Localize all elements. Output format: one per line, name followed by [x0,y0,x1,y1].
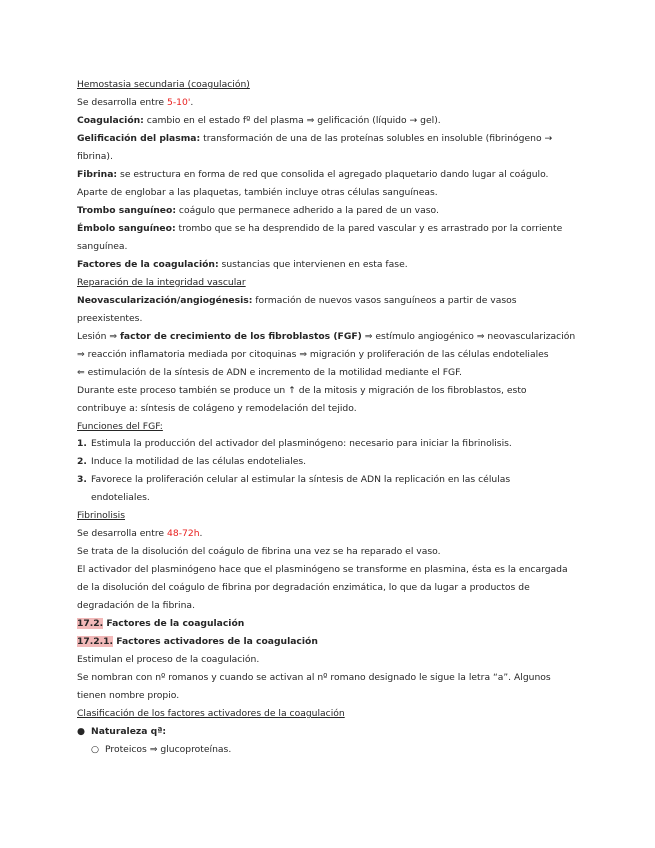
bullet-item [77,726,166,738]
term-gelificacion: Gelificación del plasma: [77,133,201,144]
term-fibrina: Fibrina: [77,169,118,180]
section-heading-clasificacion: Clasificación de los factores activadores de la coagulación [77,708,345,719]
paragraph-fibrinolisis-def: Se trata de la disolución del coágulo de fibrina una vez se ha reparado el vaso. [77,546,441,557]
section-heading-fibrinolisis: Fibrinolisis [77,510,126,521]
term-neovascularizacion: Neovascularización/angiogénesis: [77,295,253,306]
list-text: Estimula la producción del activador del plasminógeno: necesario para iniciar la fibrinolisis. [91,438,512,449]
heading-17-2-1 [77,636,318,648]
fibrinolisis-prefix: Se desarrolla entre [77,528,167,539]
paragraph-embolo-cont: sanguínea. [77,241,128,252]
paragraph-fibrina-cont: Aparte de englobar a las plaquetas, también incluye otras células sanguíneas. [77,187,438,198]
def-coagulacion: cambio en el estado fº del plasma ⇒ gelificación (líquido → gel). [143,115,441,126]
def-gelificacion: transformación de una de las proteínas solubles en insoluble (fibrinógeno → [200,133,553,144]
paragraph-gelificacion-cont: fibrina). [77,151,113,162]
bullet-label: Naturaleza qª: [91,726,167,737]
bullet-dot-icon: ● [77,726,86,737]
paragraph-neovascularizacion-cont: preexistentes. [77,313,143,324]
sub-bullet-text: Proteicos ⇒ glucoproteínas. [105,744,232,755]
section-heading-funciones-fgf: Funciones del FGF: [77,421,163,432]
paragraph-gelificacion [77,133,552,145]
paragraph-neovascularizacion [77,295,517,307]
list-number: 2. [77,456,87,467]
sub-bullet-item [91,744,231,756]
duration-prefix: Se desarrolla entre [77,97,167,108]
list-number: 1. [77,438,87,449]
def-factores: sustancias que intervienen en esta fase. [218,259,408,270]
list-item [77,474,510,486]
section-heading-hemostasia: Hemostasia secundaria (coagulación) [77,79,250,90]
heading-17-2 [77,618,244,630]
def-fibrina: se estructura en forma de red que consolida el agregado plaquetario dando lugar al coágulo. [117,169,549,180]
duration-value: 5-10' [167,97,191,108]
list-item [77,438,512,450]
paragraph-nombran: Se nombran con nº romanos y cuando se activan al nº romano designado le sigue la letra “a”. Algunos [77,672,551,683]
paragraph-lesion-line3: ⇐ estimulación de la síntesis de ADN e incremento de la motilidad mediante el FGF. [77,367,462,378]
paragraph-coagulacion [77,115,441,127]
lesion-fgf: factor de crecimiento de los fibroblastos (FGF) [119,331,362,342]
def-trombo: coágulo que permanece adherido a la pared de un vaso. [176,205,439,216]
paragraph-fibrinolisis-duration [77,528,202,540]
paragraph-durante: Durante este proceso también se produce un ↑ de la mitosis y migración de los fibroblastos, esto [77,385,527,396]
paragraph-durante-cont: contribuye a: síntesis de colágeno y remodelación del tejido. [77,403,357,414]
duration-suffix: . [190,97,194,108]
def-embolo: trombo que se ha desprendido de la pared vascular y es arrastrado por la corriente [175,223,563,234]
paragraph-fibrina [77,169,548,181]
paragraph-embolo [77,223,562,235]
heading-number: 17.2. [77,618,104,629]
paragraph-estimulan: Estimulan el proceso de la coagulación. [77,654,260,665]
bullet-circle-icon: ○ [91,744,100,755]
lesion-suffix: ⇒ estímulo angiogénico ⇒ neovascularización [361,331,576,342]
paragraph-lesion [77,331,575,343]
subheading-number: 17.2.1. [77,636,114,647]
list-number: 3. [77,474,87,485]
subheading-title: Factores activadores de la coagulación [113,636,318,647]
paragraph-lesion-line2: ⇒ reacción inflamatoria mediada por citoquinas ⇒ migración y proliferación de las células endoteliales [77,349,549,360]
section-heading-reparacion: Reparación de la integridad vascular [77,277,246,288]
paragraph-factores [77,259,408,271]
paragraph-trombo [77,205,439,217]
list-item [77,456,306,468]
list-item-cont: endoteliales. [91,492,150,503]
list-text: Induce la motilidad de las células endoteliales. [91,456,307,467]
paragraph-nombran-cont: tienen nombre propio. [77,690,180,701]
term-factores: Factores de la coagulación: [77,259,219,270]
list-text: Favorece la proliferación celular al estimular la síntesis de ADN la replicación en las células [91,474,511,485]
fibrinolisis-value: 48-72h [167,528,200,539]
paragraph-activador-cont2: degradación de la fibrina. [77,600,195,611]
heading-title: Factores de la coagulación [103,618,245,629]
paragraph-duration [77,97,193,109]
paragraph-activador: El activador del plasminógeno hace que el plasminógeno se transforme en plasmina, ésta es la encargada [77,564,568,575]
term-trombo: Trombo sanguíneo: [77,205,176,216]
def-neovascularizacion: formación de nuevos vasos sanguíneos a partir de vasos [252,295,517,306]
lesion-prefix: Lesión ⇒ [77,331,120,342]
term-coagulacion: Coagulación: [77,115,144,126]
fibrinolisis-suffix: . [199,528,203,539]
term-embolo: Émbolo sanguíneo: [77,223,176,234]
paragraph-activador-cont: de la disolución del coágulo de fibrina por degradación enzimática, lo que da lugar a productos de [77,582,530,593]
